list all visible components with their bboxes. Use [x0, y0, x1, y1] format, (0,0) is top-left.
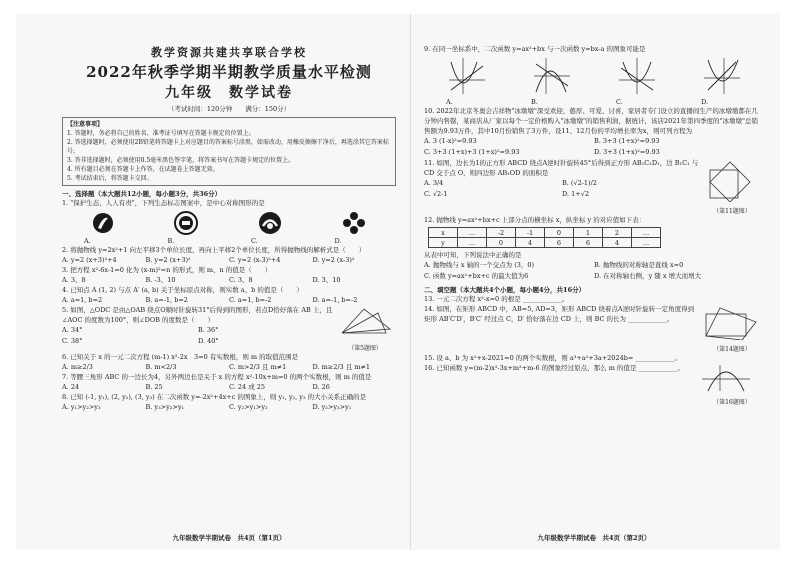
figure-caption: （第11题图）: [713, 208, 751, 215]
figure-caption: （第16题图）: [713, 399, 751, 406]
page-1: [52, 14, 406, 550]
question-13: 13. 一元二次方程 x²-x=0 的根是 ____________。: [424, 295, 569, 303]
note-item: 5. 考试结束后，将答题卡交回。: [67, 175, 153, 182]
question-5: 5. 如图，△ODC 是由△OAB 绕点O顺时针旋转31°后得到的图形，若点D恰好落在 AB 上，且∠AOC 的度数为100°，则∠DOB 的度数是（ ）: [62, 306, 333, 324]
option: D. y₂>y₃>y₁: [312, 403, 352, 411]
option: C. 3、8: [229, 276, 253, 284]
option: A. a=1, b=2: [62, 296, 103, 304]
option: B. 3+3 (1+x)²=9.93: [594, 137, 660, 145]
q12-after: 从表中可知，下列说法中正确的是: [424, 251, 522, 259]
table-cell: y: [429, 238, 458, 248]
rotated-rectangle-figure: [700, 304, 762, 340]
option-label: D.: [334, 237, 342, 245]
q10-options: [424, 136, 764, 158]
eco-logos: [62, 209, 396, 237]
option: B. m<2/3: [145, 363, 177, 371]
section-2-title: 二、填空题（本大题共4个小题，每小题4分，共16分）: [424, 286, 586, 294]
table-cell: -1: [516, 228, 545, 238]
parabola-figure: [700, 363, 752, 393]
option: A. y₁>y₂>y₃: [62, 403, 101, 411]
eco-logo-a-icon: [92, 212, 114, 234]
option: D. y=2 (x-3)²: [312, 256, 355, 264]
q4-options: [62, 295, 396, 305]
school-name: 教学资源共建共享联合学校: [151, 46, 307, 59]
question-12: 12. 抛物线 y=ax²+bx+c 上部分点的横坐标 x，纵坐标 y 的对应值如下表：: [424, 216, 646, 224]
option: C. y₂>y₁>y₃: [229, 403, 268, 411]
q14-block: [424, 304, 764, 353]
option-label: C.: [251, 237, 258, 245]
option-label: A.: [446, 98, 453, 106]
option: B. 25: [145, 383, 163, 391]
note-item: 2. 答选择题时，必须使用2B铅笔将答题卡上对应题目的答案标号涂黑，如需改动，用橡皮擦擦干净后，再选涂其它答案标号。: [67, 139, 389, 155]
option-label: B.: [531, 98, 538, 106]
figure-caption: （第14题图）: [713, 346, 751, 353]
table-cell: x: [429, 228, 458, 238]
question-7: 7. 等腰三角形 ABC 的一边长为4，另外两边长是关于 x 的方程 x²-10x+m=0 的两个实数根，则 m 的值是: [62, 373, 372, 381]
option-label: A.: [84, 237, 91, 245]
q5-figure: [334, 305, 396, 352]
eco-logo-b-icon: [174, 211, 198, 235]
q11-options: [424, 178, 700, 200]
question-4: 4. 已知点 A (1, 2) 与点 A′ (a, b) 关于坐标原点对称，则实数 a、b 的值是（ ）: [62, 286, 303, 294]
page-1-footer: 九年级数学半期试卷 共4页（第1页）: [172, 534, 286, 542]
option: B. y₃>y₂>y₁: [145, 403, 185, 411]
q11-text: [424, 158, 700, 215]
option: A. y=2 (x+3)²+4: [62, 256, 117, 264]
graph-d-figure: [702, 56, 742, 96]
option-label: D.: [701, 98, 709, 106]
question-3: 3. 把方程 x²-6x-1=0 化为 (x-m)²=n 的形式，则 m、n 的值是（ ）: [62, 266, 272, 274]
logo-labels: [62, 237, 396, 245]
question-6: 6. 已知关于 x 的一元二次方程 (m-1) x²-2x 3=0 有实数根，则 m 的取值范围是: [62, 353, 299, 361]
option: D. 在对称轴右侧，y 随 x 增大而增大: [594, 272, 702, 280]
table-cell: 6: [545, 238, 574, 248]
q12-options: [424, 260, 764, 282]
option: A. 3、8: [62, 276, 86, 284]
option: D. 3+3 (1+x)²=9.93: [594, 148, 660, 156]
q8-options: [62, 402, 396, 412]
graph-labels: [424, 98, 764, 106]
rotated-square-figure: [700, 158, 762, 202]
option: B. -3、10: [145, 276, 176, 284]
eco-logo-c-icon: [258, 211, 282, 235]
question-14: 14. 如图，在矩形 ABCD 中，AB=5, AD=3，矩形 ABCD 绕着点A逆时针旋转一定角度得到矩形 AB′C′D′，B′C′ 经过点 C，D′ 恰好落在边 CD 上，则 BC 的长为 ____________。: [424, 305, 695, 323]
q5-options: [62, 325, 334, 347]
option: B. y=2 (x+3)²: [145, 256, 191, 264]
option-label: B.: [167, 237, 175, 245]
q16-block: [424, 363, 764, 406]
option: A. 3 (1-x)²=9.93: [424, 137, 477, 145]
question-2: 2. 将抛物线 y=2x²+1 向左平移3个单位长度，再向上平移2个单位长度，所得抛物线的解析式是（ ）: [62, 246, 366, 254]
option: D. 3、10: [312, 276, 341, 284]
table-cell: 2: [603, 228, 632, 238]
option: D. m≥2/3 且 m≠1: [312, 363, 371, 371]
option: C. y=2 (x-3)²+4: [229, 256, 281, 264]
table-cell: 0: [545, 228, 574, 238]
table-row: [429, 228, 661, 238]
notes-box: [62, 117, 396, 186]
option: C. 38°: [62, 337, 83, 345]
table-cell: 4: [603, 238, 632, 248]
table-cell: 0: [487, 238, 516, 248]
q6-options: [62, 362, 396, 372]
page-2-footer: 九年级数学半期试卷 共4页（第2页）: [537, 534, 651, 542]
q3-options: [62, 275, 396, 285]
table-cell: 1: [574, 228, 603, 238]
table-cell: …: [458, 228, 487, 238]
table-cell: 6: [574, 238, 603, 248]
q16-figure: [700, 363, 764, 406]
table-cell: …: [632, 228, 661, 238]
question-9: 9. 在同一坐标系中，二次函数 y=ax²+bx 与一次函数 y=bx-a 的图象可能是: [424, 45, 646, 53]
q12-table: [428, 227, 661, 248]
q7-options: [62, 382, 396, 392]
option: B. 36°: [198, 326, 219, 334]
section-1-title: 一、选择题（本大题共12小题，每小题3分，共36分）: [62, 190, 222, 198]
graph-a-figure: [447, 56, 487, 96]
notes-heading: 【注意事项】: [67, 121, 104, 128]
figure-caption: （第5题图）: [348, 345, 382, 352]
q5-block: [62, 305, 396, 352]
option: D. 40°: [198, 337, 219, 345]
q5-text: [62, 305, 334, 352]
question-16: 16. 已知函数 y=(m-2)x²-3x+m²+m-6 的图象经过原点，那么 m 的值是 ____________。: [424, 364, 685, 372]
option: B. 抛物线的对称轴是直线 x=0: [594, 261, 684, 269]
page-2: [414, 14, 774, 550]
option-label: C.: [616, 98, 623, 106]
table-cell: …: [458, 238, 487, 248]
rotation-triangle-figure: [334, 305, 394, 339]
graph-b-figure: [532, 56, 572, 96]
eco-logo-d-icon: [342, 211, 366, 235]
option: B. a=-1, b=2: [145, 296, 188, 304]
option: D. a=-1, b=-2: [312, 296, 358, 304]
option: A. 34°: [62, 326, 83, 334]
table-cell: …: [632, 238, 661, 248]
q14-figure: [700, 304, 764, 353]
option: A. 24: [62, 383, 80, 391]
exam-subtitle: 九年级 数学试卷: [165, 85, 293, 101]
note-item: 4. 所有题目必须在答题卡上作答，在试题卷上答题无效。: [67, 166, 219, 173]
q2-options: [62, 255, 396, 265]
option: A. m≥2/3: [62, 363, 93, 371]
option: A. 3/4: [424, 179, 444, 187]
graph-c-figure: [617, 56, 657, 96]
table-cell: -2: [487, 228, 516, 238]
exam-meta: （考试时间：120分钟 满分：150分）: [167, 105, 291, 113]
option: C. a=1, b=-2: [229, 296, 272, 304]
option: C. 函数 y=ax²+bx+c 的最大值为6: [424, 272, 529, 280]
question-8: 8. 已知 (-1, y₁), (2, y₂), (3, y₃) 在二次函数 y=-2x²+4x+c 的图象上，则 y₁, y₂, y₃ 的大小关系正确的是: [62, 393, 367, 401]
option: C. m>2/3 且 m≠1: [229, 363, 287, 371]
question-11: 11. 如图，边长为1的正方形 ABCD 绕点A逆时针旋转45°后得到正方形 AB₁C₁D₁，边 B₁C₁ 与 CD 交于点 O，则四边形 AB₁OD 的面积是: [424, 159, 699, 177]
option: C. 24 或 25: [229, 383, 266, 391]
note-item: 1. 答题时，务必将自己的姓名、准考证号填写在答题卡规定的位置上。: [67, 130, 255, 137]
table-row: [429, 238, 661, 248]
option: C. 3+3 (1+x)+3 (1+x)²=9.93: [424, 148, 520, 156]
option: B. (√2-1)/2: [562, 179, 597, 187]
exam-paper: [16, 14, 780, 550]
q9-graphs: [424, 56, 764, 96]
q11-figure: [700, 158, 764, 215]
page-divider: [410, 14, 411, 550]
q11-block: [424, 158, 764, 215]
note-item: 3. 答非选择题时，必须使用0.5毫米黑色签字笔，将答案书写在答题卡规定的位置上。: [67, 157, 295, 164]
question-10: 10. 2022年北京冬奥会吉祥物"冰墩墩"深受欢迎，憨厚、可爱、讨喜，家居者专门设立的直播间生产的冰墩墩都在几分钟内售罄，某商店从厂家以每个一定价格购入"冰墩墩"的销售利润，据统计，该店2021年第四季度的"冰墩墩"总销售额为9.93万件，其中10月份销售了3万件，设11、12月份的平均增长率为x，则可列方程为: [424, 107, 759, 135]
option: C. √2-1: [424, 190, 448, 198]
option: D. 1+√2: [562, 190, 589, 198]
option: A. 抛物线与 x 轴的一个交点为 (3，0): [424, 261, 535, 269]
table-cell: 4: [516, 238, 545, 248]
option: D. 26: [312, 383, 330, 391]
question-15: 15. 设 a、b 为 x²+x-2021=0 的两个实数根，则 a³+a²+3a+2024b= ____________。: [424, 354, 681, 362]
question-1: 1. "保护生态，人人有责"，下列生态标志图案中，是中心对称图形的是: [62, 199, 265, 207]
exam-title: 2022年秋季学期半期教学质量水平检测: [86, 63, 372, 81]
